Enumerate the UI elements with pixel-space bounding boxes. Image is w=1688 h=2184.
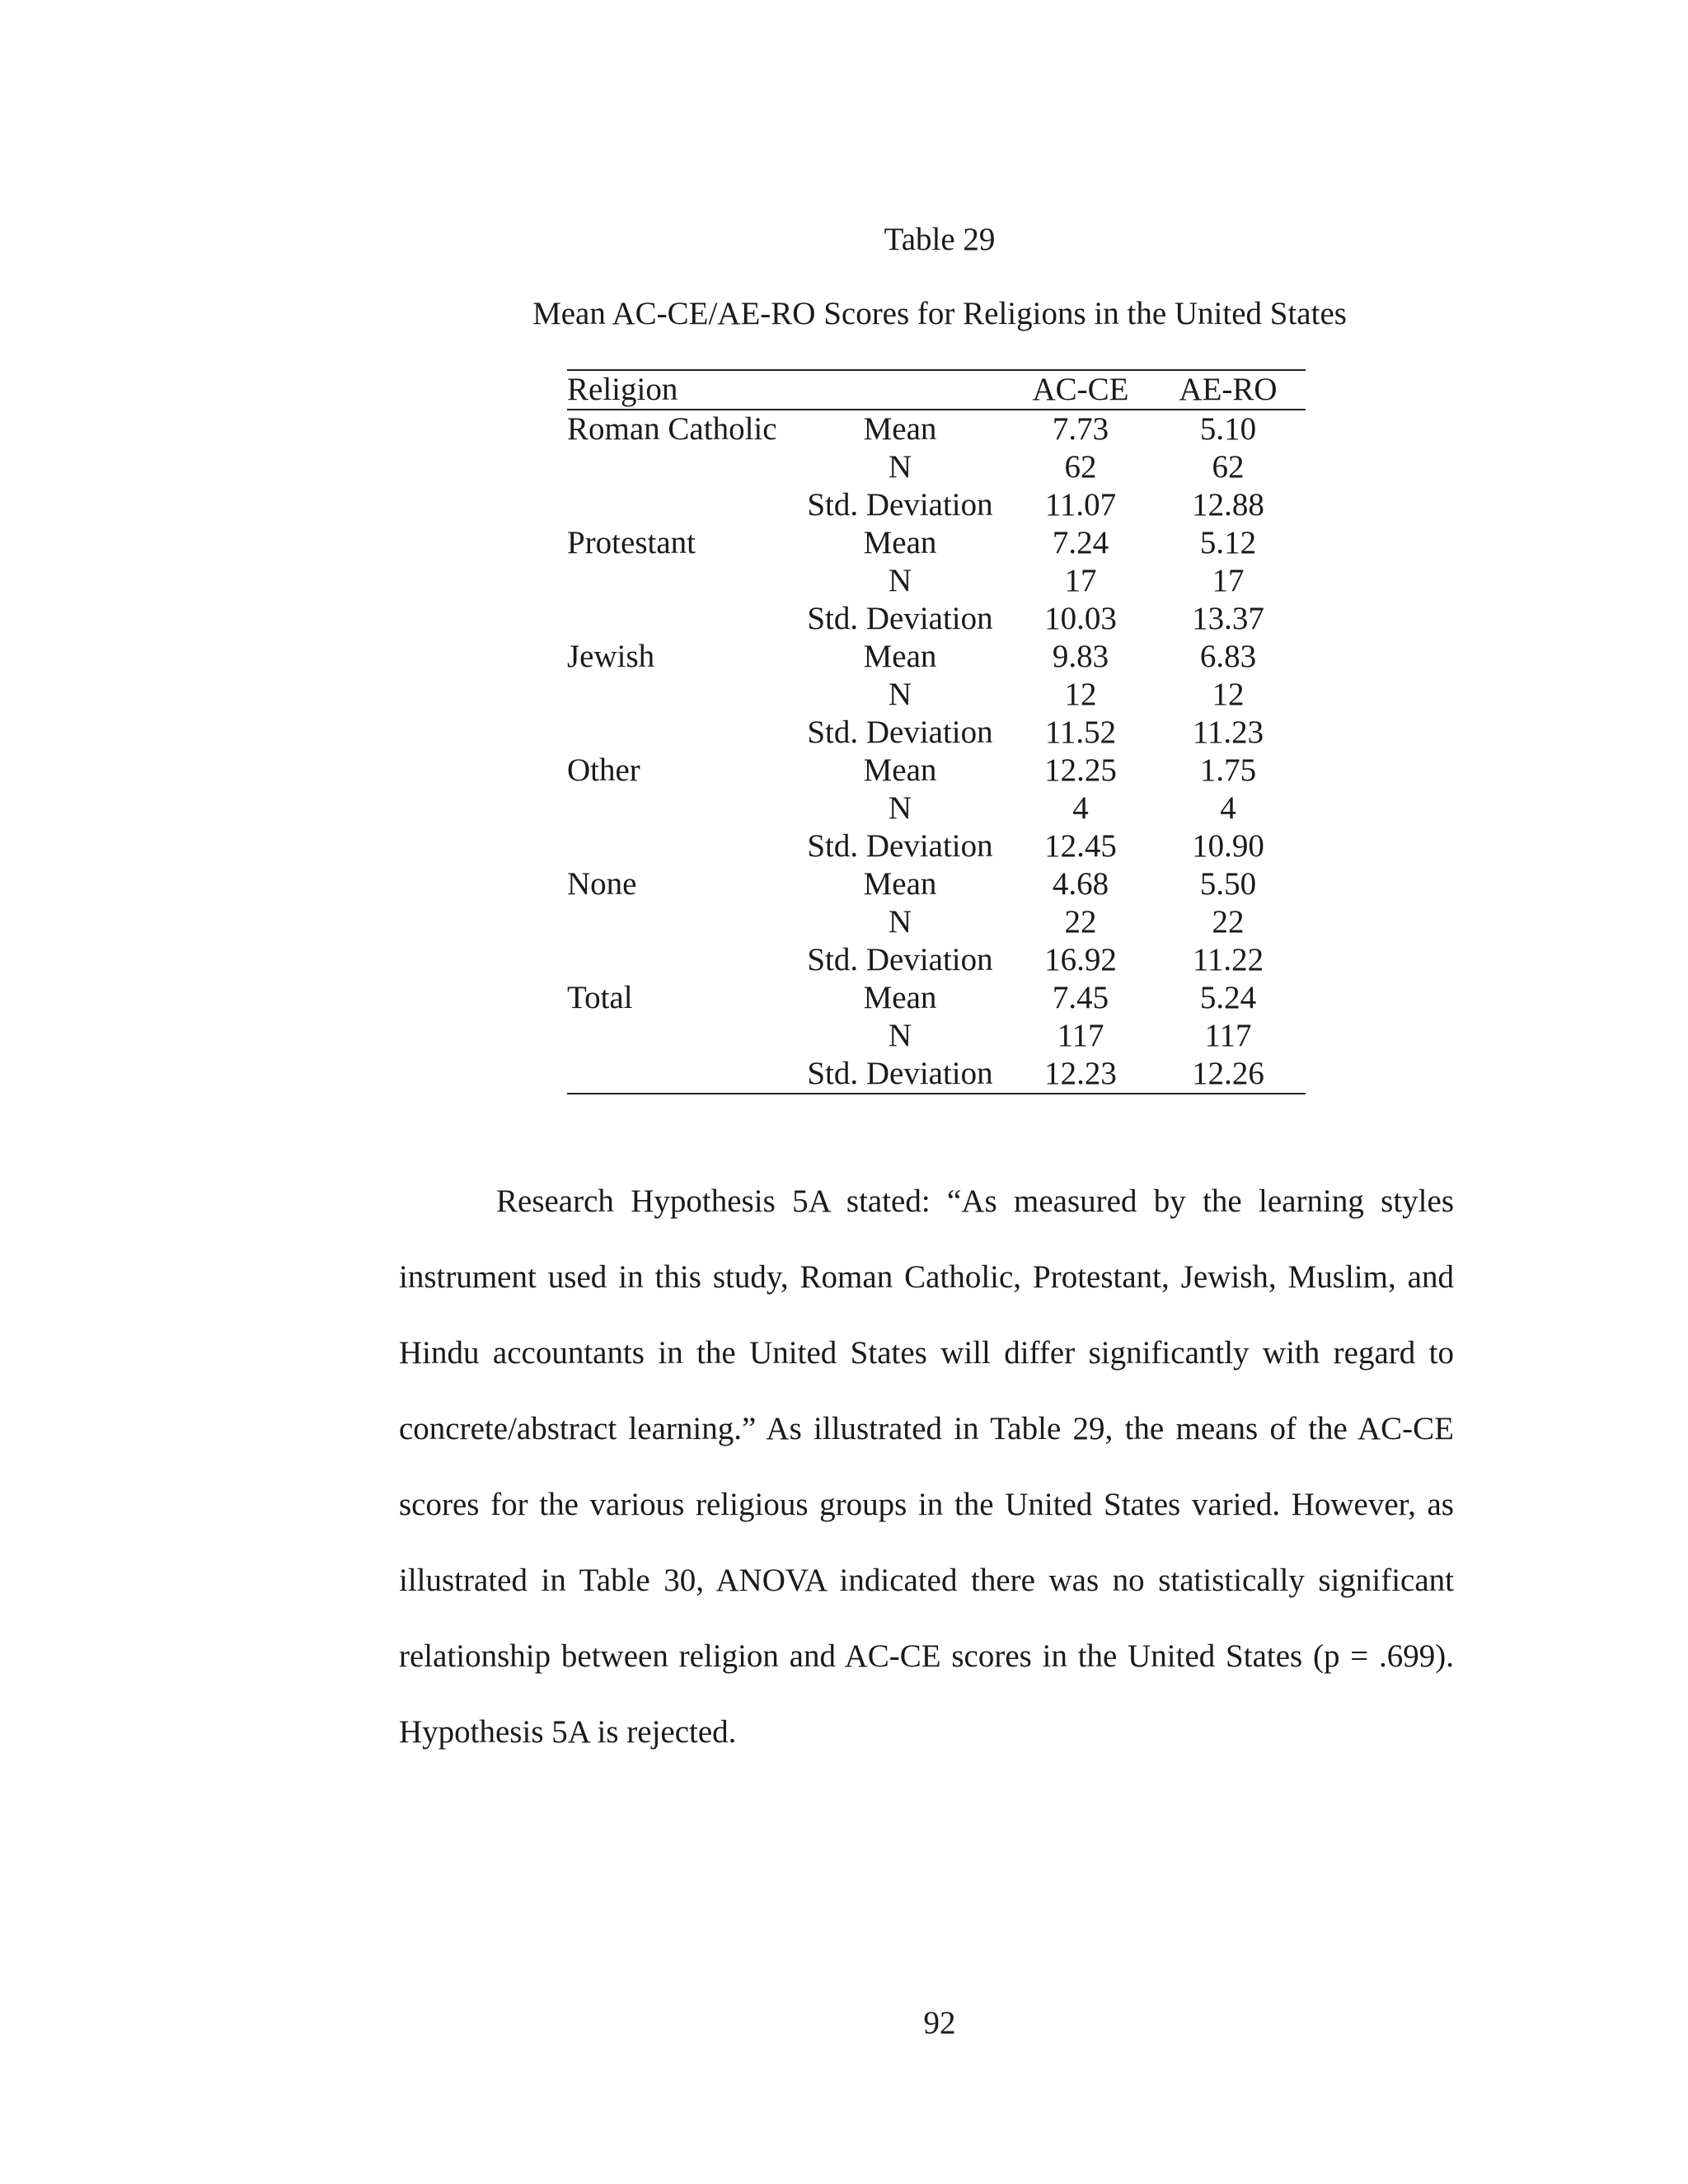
header-ac-ce: AC-CE bbox=[1032, 372, 1129, 407]
table-row bbox=[567, 865, 1306, 903]
ae-ro-value: 10.90 bbox=[1192, 828, 1264, 864]
table-header-row bbox=[567, 370, 1306, 410]
stat-label: N bbox=[888, 449, 912, 485]
stat-label: N bbox=[888, 790, 912, 826]
ae-ro-value: 6.83 bbox=[1199, 639, 1257, 674]
ae-ro-value: 5.10 bbox=[1199, 411, 1257, 447]
stat-label: Mean bbox=[863, 866, 937, 902]
table-row bbox=[567, 524, 1306, 562]
header-ae-ro: AE-RO bbox=[1179, 372, 1278, 407]
ae-ro-value: 13.37 bbox=[1192, 601, 1264, 636]
stat-label: Std. Deviation bbox=[807, 487, 993, 523]
stat-label: Std. Deviation bbox=[807, 715, 993, 750]
table-row bbox=[567, 638, 1306, 676]
ac-ce-value: 12.25 bbox=[1044, 752, 1117, 788]
statistics-table-container bbox=[567, 369, 1306, 1094]
table-row bbox=[567, 752, 1306, 790]
religion-name: Other bbox=[567, 752, 640, 788]
ae-ro-value: 17 bbox=[1212, 563, 1245, 598]
ac-ce-value: 4.68 bbox=[1052, 866, 1109, 902]
statistics-table bbox=[567, 369, 1306, 1094]
ae-ro-value: 5.12 bbox=[1199, 525, 1257, 560]
ae-ro-value: 12.26 bbox=[1192, 1056, 1264, 1091]
stat-label: N bbox=[888, 1018, 912, 1053]
religion-name: Total bbox=[567, 980, 633, 1015]
ae-ro-value: 5.50 bbox=[1199, 866, 1257, 902]
ac-ce-value: 9.83 bbox=[1052, 639, 1109, 674]
ae-ro-value: 62 bbox=[1212, 449, 1245, 485]
ac-ce-value: 16.92 bbox=[1044, 942, 1117, 977]
table-row bbox=[567, 827, 1306, 865]
body-text bbox=[399, 1164, 1454, 1770]
table-row bbox=[567, 676, 1306, 714]
stat-label: Mean bbox=[863, 411, 937, 447]
ae-ro-value: 1.75 bbox=[1199, 752, 1257, 788]
ae-ro-value: 4 bbox=[1220, 790, 1236, 826]
ae-ro-value: 12.88 bbox=[1192, 487, 1264, 523]
religion-name: None bbox=[567, 866, 637, 902]
ae-ro-value: 22 bbox=[1212, 904, 1245, 940]
ae-ro-value: 117 bbox=[1204, 1018, 1252, 1053]
ac-ce-value: 4 bbox=[1072, 790, 1089, 826]
stat-label: Std. Deviation bbox=[807, 601, 993, 636]
ac-ce-value: 17 bbox=[1064, 563, 1097, 598]
ae-ro-value: 11.23 bbox=[1192, 715, 1264, 750]
ac-ce-value: 10.03 bbox=[1044, 601, 1117, 636]
table-row bbox=[567, 486, 1306, 524]
stat-label: Std. Deviation bbox=[807, 828, 993, 864]
header-religion: Religion bbox=[567, 372, 678, 407]
header-stat bbox=[790, 370, 1010, 410]
ac-ce-value: 62 bbox=[1064, 449, 1097, 485]
ac-ce-value: 12 bbox=[1064, 677, 1097, 712]
ac-ce-value: 22 bbox=[1064, 904, 1097, 940]
stat-label: Std. Deviation bbox=[807, 942, 993, 977]
table-title: Mean AC-CE/AE-RO Scores for Religions in the United States bbox=[532, 296, 1347, 331]
stat-label: Mean bbox=[863, 525, 937, 560]
table-row bbox=[567, 979, 1306, 1017]
table-label: Table 29 bbox=[884, 222, 996, 257]
religion-name: Protestant bbox=[567, 525, 696, 560]
table-row bbox=[567, 1017, 1306, 1055]
ac-ce-value: 7.24 bbox=[1052, 525, 1109, 560]
ae-ro-value: 12 bbox=[1212, 677, 1245, 712]
stat-label: N bbox=[888, 677, 912, 712]
ae-ro-value: 11.22 bbox=[1192, 942, 1264, 977]
table-row bbox=[567, 448, 1306, 486]
table-row bbox=[567, 410, 1306, 448]
table-row bbox=[567, 1055, 1306, 1094]
stat-label: Std. Deviation bbox=[807, 1056, 993, 1091]
table-row bbox=[567, 903, 1306, 941]
ac-ce-value: 12.23 bbox=[1044, 1056, 1117, 1091]
religion-name: Jewish bbox=[567, 639, 655, 674]
stat-label: N bbox=[888, 904, 912, 940]
table-row bbox=[567, 790, 1306, 827]
table-row bbox=[567, 600, 1306, 638]
ae-ro-value: 5.24 bbox=[1199, 980, 1257, 1015]
table-row bbox=[567, 941, 1306, 979]
stat-label: Mean bbox=[863, 752, 937, 788]
religion-name: Roman Catholic bbox=[567, 411, 777, 447]
table-row bbox=[567, 714, 1306, 752]
ac-ce-value: 12.45 bbox=[1044, 828, 1117, 864]
ac-ce-value: 11.52 bbox=[1044, 715, 1117, 750]
hypothesis-paragraph: Research Hypothesis 5A stated: “As measured by the learning styles instrument used in this study, Roman Catholic, Protestant, Jewish, Muslim, and Hindu accountants in the United States will differ significantly with regard to concrete/abstract learning.” As illustrated in Table 29, the means of the AC-CE scores for the various religious groups in the United States varied. However, as illustrated in Table 30, ANOVA indicated there was no statistically significant relationship between religion and AC-CE scores in the United States (p = .699). Hypothesis 5A is rejected. bbox=[399, 1183, 1454, 1750]
page-number: 92 bbox=[923, 2005, 956, 2041]
stat-label: Mean bbox=[863, 639, 937, 674]
table-row bbox=[567, 562, 1306, 600]
ac-ce-value: 7.45 bbox=[1052, 980, 1109, 1015]
ac-ce-value: 11.07 bbox=[1044, 487, 1117, 523]
stat-label: N bbox=[888, 563, 912, 598]
ac-ce-value: 7.73 bbox=[1052, 411, 1109, 447]
ac-ce-value: 117 bbox=[1057, 1018, 1104, 1053]
stat-label: Mean bbox=[863, 980, 937, 1015]
